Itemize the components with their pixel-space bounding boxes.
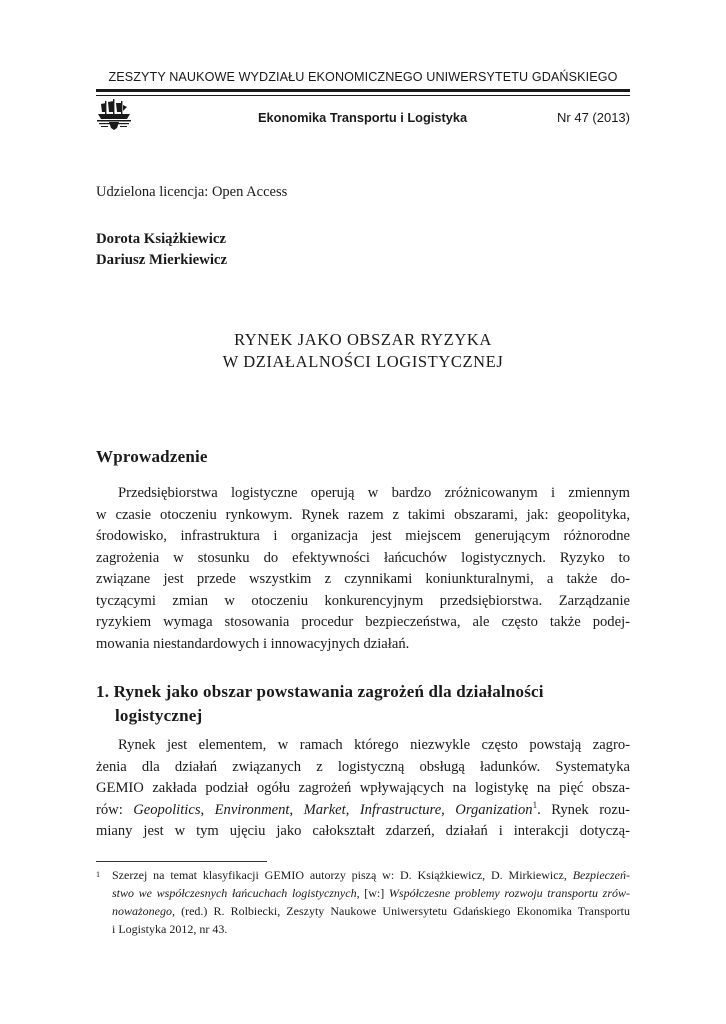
journal-series-title: ZESZYTY NAUKOWE WYDZIAŁU EKONOMICZNEGO UNIWERSYTETU GDAŃSKIEGO	[108, 70, 618, 84]
italic-run: noważonego,	[112, 904, 175, 918]
footnote-reference[interactable]: 1	[532, 799, 538, 810]
section-heading-line: 1. Rynek jako obszar powstawania zagrożeń dla działalności	[96, 682, 544, 701]
italic-run: stwo we współczesnych łańcuchach logistycznych,	[112, 886, 360, 900]
issue-number: Nr 47 (2013)	[557, 110, 630, 125]
text-line: tyczącymi zmian w otoczeniu konkurencyjnym przedsiębiorstwa. Zarządzanie	[96, 592, 630, 609]
text-line: związane jest przede wszystkim z czynnikami koniunkturalnymi, a także do-	[96, 571, 630, 587]
italic-run: Współczesne problemy rozwoju transportu zrów-	[388, 886, 630, 900]
text-run: rów:	[96, 801, 134, 818]
footnote-mark: 1	[96, 870, 100, 879]
author-name: Dorota Książkiewicz	[96, 231, 226, 247]
section1-paragraph	[96, 735, 630, 843]
text-run: Szerzej na temat klasyfikacji GEMIO autorzy piszą w: D. Książkiewicz, D. Mirkiewicz,	[112, 868, 573, 882]
header-rule-thick	[96, 89, 630, 92]
footnote-body	[112, 866, 630, 938]
text-line: w czasie otoczeniu rynkowym. Rynek razem z takimi obszarami, jak: geopolityka,	[96, 506, 630, 523]
text-run: (red.) R. Rolbiecki, Zeszyty Naukowe Uniwersytetu Gdańskiego Ekonomika Transportu	[175, 904, 630, 918]
section-heading-intro: Wprowadzenie	[96, 447, 208, 466]
header-rule-thin	[96, 95, 630, 96]
article-title-line: W DZIAŁALNOŚCI LOGISTYCZNEJ	[222, 352, 504, 371]
section-heading-line: logistycznej	[115, 706, 203, 725]
footnote-separator	[96, 861, 267, 862]
author-list	[96, 229, 227, 271]
text-line: miany jest w tym ujęciu jako całokształt zdarzeń, działań i interakcji dotyczą-	[96, 823, 630, 839]
footnote-line	[112, 902, 630, 920]
text-run: . Rynek rozu-	[537, 801, 630, 818]
text-line: żenia dla działań związanych z logistyczną obsługą ładunków. Systematyka	[96, 758, 630, 775]
text-line: Przedsiębiorstwa logistyczne operują w bardzo zróżnicowanym i zmiennym	[118, 485, 630, 501]
text-line	[96, 800, 630, 822]
text-line: mowania niestandardowych i innowacyjnych działań.	[96, 635, 410, 652]
italic-term-list: Geopolitics, Environment, Market, Infrastructure, Organization	[133, 801, 533, 818]
text-run: [w:]	[359, 886, 389, 900]
text-line: zagrożenia w stosunku do efektywności łańcuchów logistycznych. Ryzyko to	[96, 549, 630, 566]
text-line: Rynek jest elementem, w ramach którego niezwykle często powstają zagro-	[118, 737, 630, 753]
text-line: GEMIO zakłada podział ogółu zagrożeń wpływających na logistykę na pięć obsza-	[96, 780, 630, 796]
section-heading-1	[96, 680, 544, 728]
license-note: Udzielona licencja: Open Access	[96, 184, 288, 200]
footnote-line	[112, 884, 630, 902]
article-title	[96, 329, 630, 373]
intro-paragraph	[96, 483, 630, 655]
footnote-line: i Logistyka 2012, nr 43.	[112, 922, 228, 936]
italic-run: Bezpieczeń-	[572, 868, 630, 882]
journal-name: Ekonomika Transportu i Logistyka	[258, 110, 468, 125]
article-title-line: RYNEK JAKO OBSZAR RYZYKA	[234, 330, 492, 349]
author-name: Dariusz Mierkiewicz	[96, 252, 228, 268]
footnote-line	[112, 866, 630, 884]
text-line: środowisko, infrastruktura i organizacja jest miejscem generującym różnorodne	[96, 528, 630, 544]
text-line: ryzykiem wymaga stosowania procedur bezpieczeństwa, ale często także podej-	[96, 614, 630, 630]
ship-emblem-icon	[94, 98, 134, 134]
